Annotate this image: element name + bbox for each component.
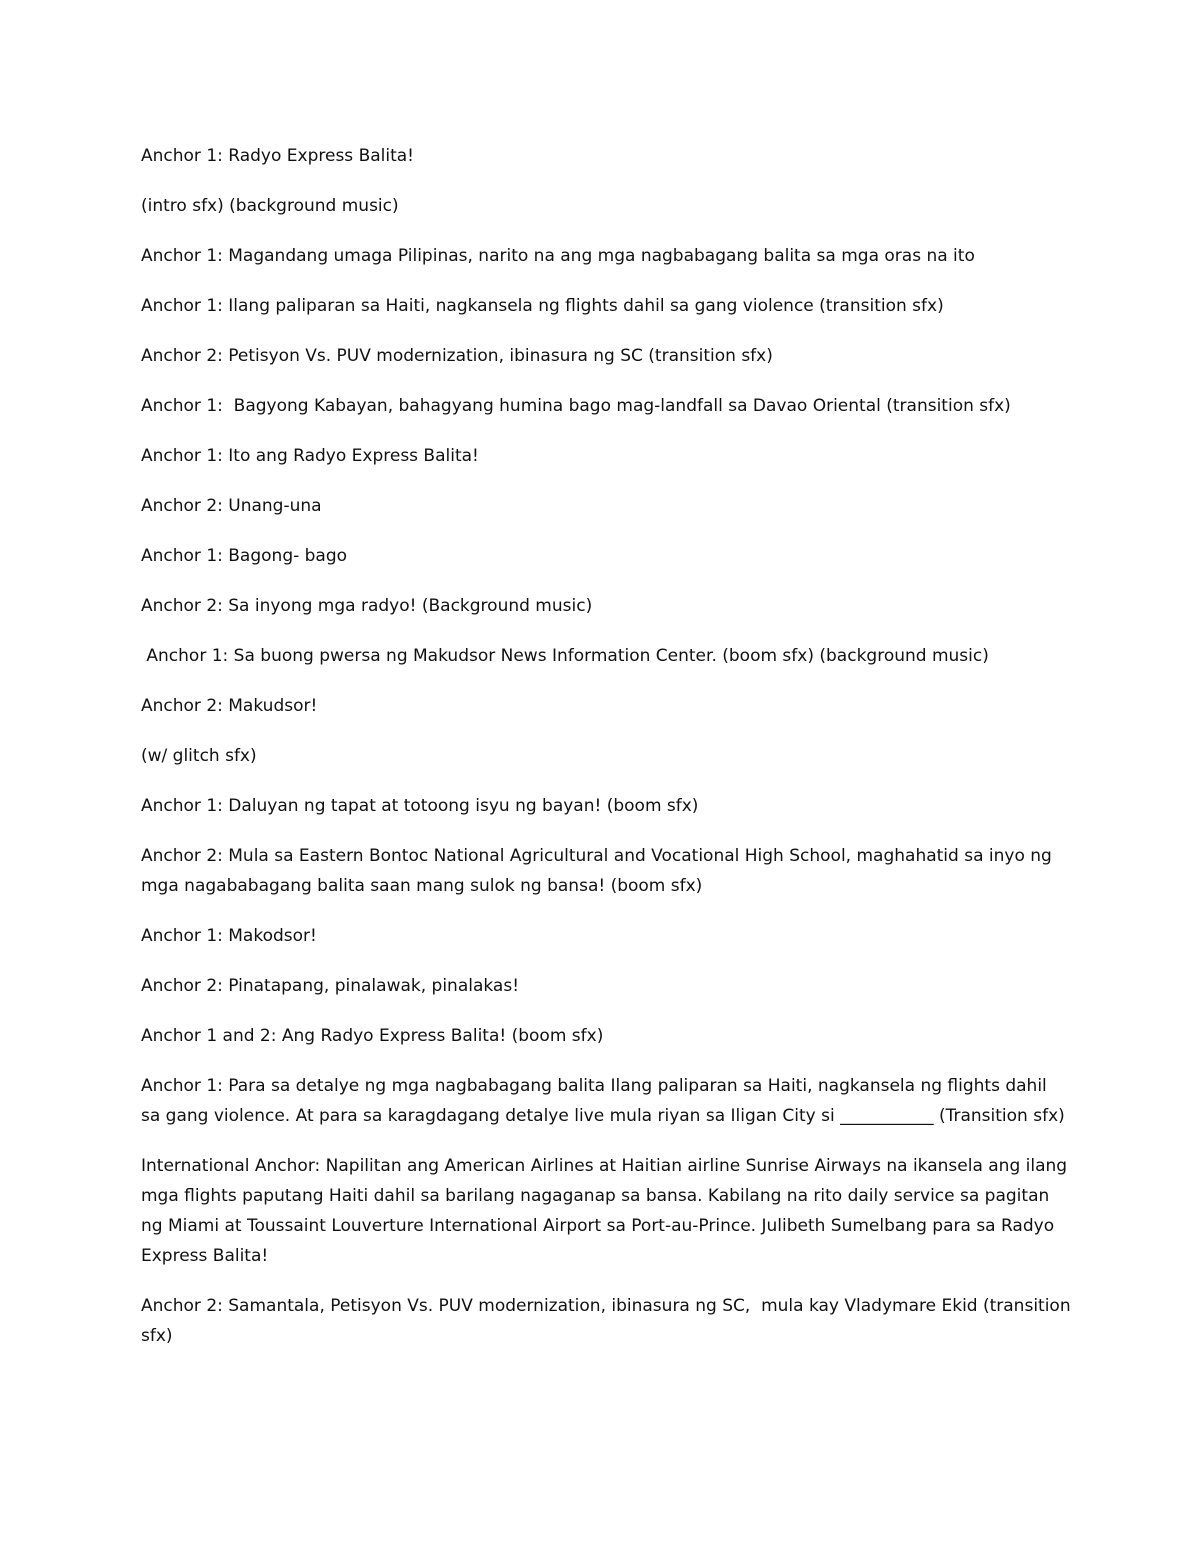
- paragraph-10: Anchor 2: Sa inyong mga radyo! (Background music): [141, 596, 593, 616]
- paragraph-8: Anchor 2: Unang-una: [141, 496, 322, 516]
- paragraph-15: Anchor 2: Mula sa Eastern Bontoc National Agricultural and Vocational High School, maghahatid sa inyo ng mga nagababagang balita saan mang sulok ng bansa! (boom sfx): [141, 846, 1058, 896]
- paragraph-4: Anchor 1: Ilang paliparan sa Haiti, nagkansela ng flights dahil sa gang violence (transition sfx): [141, 296, 944, 316]
- paragraph-2: (intro sfx) (background music): [141, 196, 399, 216]
- paragraph-7: Anchor 1: Ito ang Radyo Express Balita!: [141, 446, 479, 466]
- paragraph-16: Anchor 1: Makodsor!: [141, 926, 317, 946]
- paragraph-21: Anchor 2: Samantala, Petisyon Vs. PUV modernization, ibinasura ng SC, mula kay Vladymare Ekid (transition sfx): [141, 1296, 1077, 1346]
- paragraph-18: Anchor 1 and 2: Ang Radyo Express Balita! (boom sfx): [141, 1026, 604, 1046]
- paragraph-6: Anchor 1: Bagyong Kabayan, bahagyang humina bago mag-landfall sa Davao Oriental (transition sfx): [141, 396, 1011, 416]
- paragraph-11: Anchor 1: Sa buong pwersa ng Makudsor News Information Center. (boom sfx) (background music): [141, 646, 989, 666]
- document-page: [141, 141, 1077, 1371]
- paragraph-12: Anchor 2: Makudsor!: [141, 696, 318, 716]
- paragraph-19: Anchor 1: Para sa detalye ng mga nagbabagang balita Ilang paliparan sa Haiti, nagkansela ng flights dahil sa gang violence. At para sa karagdagang detalye live mula riyan sa Iligan City si ___________ (Transition sfx): [141, 1076, 1065, 1126]
- paragraph-5: Anchor 2: Petisyon Vs. PUV modernization, ibinasura ng SC (transition sfx): [141, 346, 773, 366]
- paragraph-20: International Anchor: Napilitan ang American Airlines at Haitian airline Sunrise Airways na ikansela ang ilang mga flights paputang Haiti dahil sa barilang nagaganap sa bansa. Kabilang na rito daily service sa pagitan ng Miami at Toussaint Louverture International Airport sa Port-au-Prince. Julibeth Sumelbang para sa Radyo Express Balita!: [141, 1156, 1073, 1266]
- paragraph-17: Anchor 2: Pinatapang, pinalawak, pinalakas!: [141, 976, 520, 996]
- paragraph-14: Anchor 1: Daluyan ng tapat at totoong isyu ng bayan! (boom sfx): [141, 796, 699, 816]
- paragraph-13: (w/ glitch sfx): [141, 746, 257, 766]
- paragraph-1: Anchor 1: Radyo Express Balita!: [141, 146, 414, 166]
- paragraph-3: Anchor 1: Magandang umaga Pilipinas, narito na ang mga nagbabagang balita sa mga oras na ito: [141, 246, 975, 266]
- paragraph-9: Anchor 1: Bagong- bago: [141, 546, 348, 566]
